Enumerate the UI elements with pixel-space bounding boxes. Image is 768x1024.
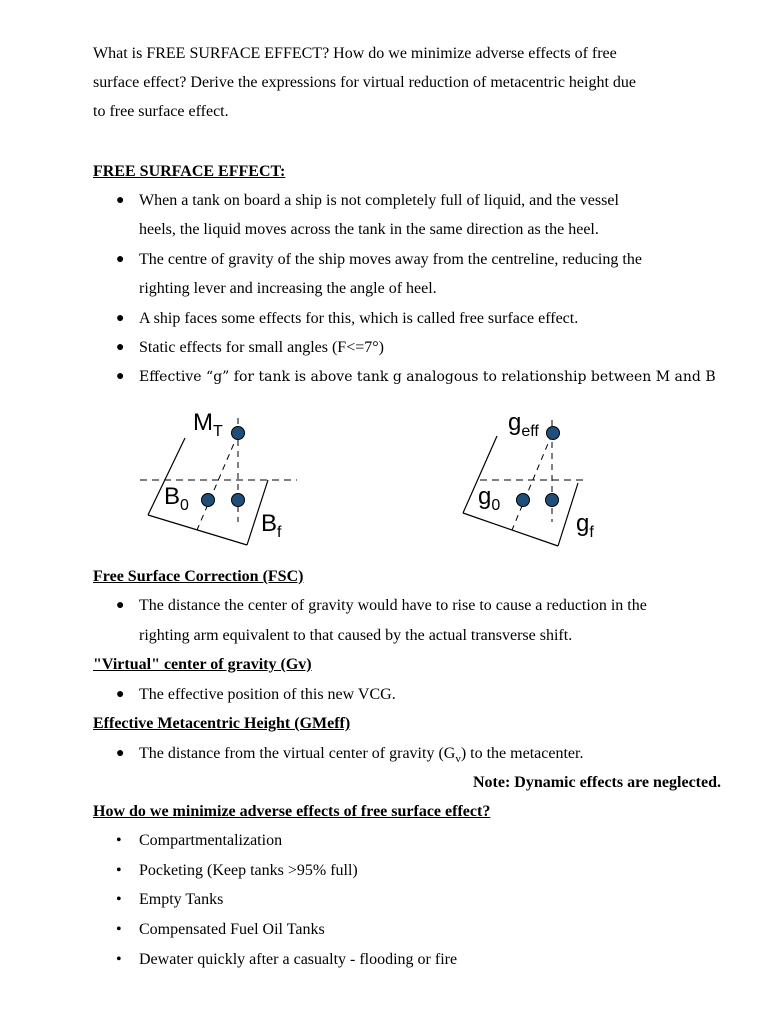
- free-surface-diagrams: [0, 400, 768, 570]
- diagram-effective-gravity: [463, 409, 594, 546]
- bullet-glyph: ●: [116, 193, 125, 208]
- bullet-glyph: ●: [116, 252, 125, 267]
- note-dynamic-effects: Note: Dynamic effects are neglected.: [472, 774, 721, 791]
- bullet-glyph: ●: [116, 598, 125, 613]
- fsc-bullet-1-line-2: righting arm equivalent to that caused by the actual transverse shift.: [139, 627, 573, 644]
- fsc-bullet-1-line-1: The distance the center of gravity would have to rise to cause a reduction in the: [139, 597, 647, 614]
- heading-free-surface-effect: FREE SURFACE EFFECT:: [93, 163, 286, 180]
- heading-effective-metacentric-height: Effective Metacentric Height (GMeff): [93, 715, 351, 732]
- label-geff: $g_{eff}$: [508, 409, 539, 440]
- gravity-line-dashed: [512, 434, 552, 530]
- buoyancy-line-dashed: [197, 434, 238, 530]
- bullet-glyph: ●: [116, 311, 125, 326]
- fse-bullet-1-line-2: heels, the liquid moves across the tank in the same direction as the heel.: [139, 221, 599, 238]
- bullet-glyph: ●: [116, 369, 125, 384]
- b0-dot: [202, 494, 215, 507]
- tank-bottom: [463, 513, 558, 546]
- min-item-empty-tanks: Empty Tanks: [139, 891, 224, 908]
- g0-dot: [517, 494, 530, 507]
- gv-bullet-1: The effective position of this new VCG.: [139, 686, 396, 703]
- fse-bullet-5: Effective “g” for tank is above tank g analogous to relationship between M and B: [139, 369, 716, 385]
- gf-dot: [546, 494, 559, 507]
- bullet-glyph: ●: [116, 340, 125, 355]
- fse-bullet-3: A ship faces some effects for this, which is called free surface effect.: [139, 310, 579, 327]
- diagram-metacenter-buoyancy: [140, 409, 297, 545]
- bullet-glyph: •: [116, 951, 122, 968]
- bullet-glyph: •: [116, 862, 122, 879]
- heading-free-surface-correction: Free Surface Correction (FSC): [93, 568, 304, 585]
- metacenter-dot: [232, 427, 245, 440]
- fse-bullet-1-line-1: When a tank on board a ship is not completely full of liquid, and the vessel: [139, 192, 619, 209]
- label-g0: $g_0$: [478, 483, 501, 514]
- geff-dot: [547, 427, 560, 440]
- min-item-compartmentalization: Compartmentalization: [139, 832, 283, 849]
- intro-line-1: What is FREE SURFACE EFFECT? How do we minimize adverse effects of free: [93, 45, 617, 62]
- heading-minimize-adverse-effects: How do we minimize adverse effects of free surface effect?: [93, 803, 491, 820]
- intro-line-3: to free surface effect.: [93, 103, 229, 120]
- intro-line-2: surface effect? Derive the expressions for virtual reduction of metacentric height due: [93, 74, 637, 91]
- bullet-glyph: •: [116, 891, 122, 908]
- bullet-glyph: ●: [116, 746, 125, 761]
- heading-virtual-center-of-gravity: "Virtual" center of gravity (Gv): [93, 656, 312, 673]
- bullet-glyph: ●: [116, 687, 125, 702]
- min-item-dewater-quickly: Dewater quickly after a casualty - flooding or fire: [139, 951, 458, 968]
- bullet-glyph: •: [116, 832, 122, 849]
- fse-bullet-2-line-1: The centre of gravity of the ship moves away from the centreline, reducing the: [139, 251, 642, 268]
- label-gf: $g_f$: [576, 510, 594, 541]
- tank-side-right: [558, 483, 578, 546]
- min-item-pocketing: Pocketing (Keep tanks >95% full): [139, 862, 358, 879]
- fse-bullet-2-line-2: righting lever and increasing the angle of heel.: [139, 280, 437, 297]
- min-item-compensated-fuel-oil-tanks: Compensated Fuel Oil Tanks: [139, 921, 325, 938]
- bullet-glyph: •: [116, 921, 122, 938]
- bf-dot: [232, 494, 245, 507]
- label-b0: $B_0$: [164, 483, 189, 514]
- gmeff-bullet-1: The distance from the virtual center of gravity $(G_v)$ to the metacenter.: [139, 745, 584, 766]
- label-bf: $B_f$: [261, 510, 282, 541]
- fse-bullet-4: Static effects for small angles (F<=7°): [139, 339, 384, 356]
- label-mt: $M_T$: [193, 409, 223, 440]
